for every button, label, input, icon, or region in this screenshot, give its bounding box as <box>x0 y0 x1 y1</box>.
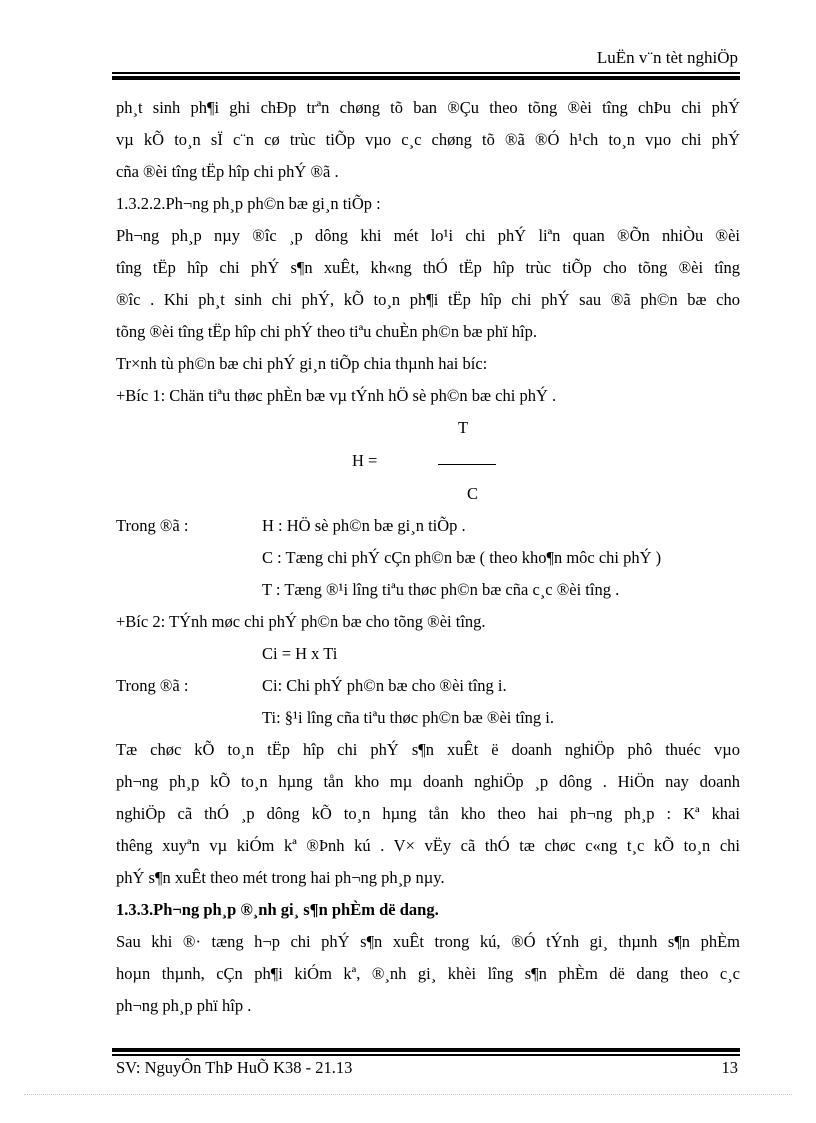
footer-rule-thick <box>112 1048 740 1052</box>
definition-text: H : HÖ sè ph©n bæ gi¸n tiÕp . <box>262 516 466 535</box>
definition-row <box>116 542 740 574</box>
definition-row <box>116 574 740 606</box>
paragraph-line: Ph¬ng ph¸p nµy ®îc ¸p dông khi mét lo¹i chi phÝ liªn quan ®Õn nhiÒu ®èi <box>116 226 740 245</box>
paragraph-line: ®îc . Khi ph¸t sinh chi phÝ, kÕ to¸n ph¶i tËp hîp chi phÝ sau ®ã ph©n bæ cho <box>116 290 740 309</box>
formula-row <box>116 638 740 670</box>
header-title: LuËn v¨n tèt nghiÖp <box>596 48 738 67</box>
allocation-formula <box>116 412 740 510</box>
paragraph-line: phÝ s¶n xuÊt theo mét trong hai ph¬ng ph¸p nµy. <box>116 868 445 887</box>
footer-rule-thin <box>112 1054 740 1056</box>
section-heading-1-3-2-2: 1.3.2.2.Ph¬ng ph¸p ph©n bæ gi¸n tiÕp : <box>116 194 381 213</box>
paragraph-line: cña ®èi tîng tËp hîp chi phÝ ®ã . <box>116 162 339 181</box>
paragraph-line: ph¬ng ph¸p phï hîp . <box>116 996 252 1015</box>
paragraph-line: tõng ®èi tîng tËp hîp chi phÝ theo tiªu chuÈn ph©n bæ phï hîp. <box>116 322 538 341</box>
formula-lhs: H = <box>352 451 378 470</box>
definition-text: C : Tæng chi phÝ cÇn ph©n bæ ( theo kho¶n môc chi phÝ ) <box>262 548 662 567</box>
paragraph-line: ph¸t sinh ph¶i ghi chÐp trªn chøng tõ ban ®Çu theo tõng ®èi tîng chÞu chi phÝ <box>116 98 740 117</box>
definition-row <box>116 670 740 702</box>
formula-ci: Ci = H x Ti <box>262 644 338 663</box>
step-1-line: +Bíc 1: Chän tiªu thøc phÈn bæ vµ tÝnh hÖ sè ph©n bæ chi phÝ . <box>116 386 557 405</box>
page-edge-divider <box>24 1094 792 1095</box>
header-rule-thin <box>112 72 740 74</box>
definition-label: Trong ®ã : <box>116 676 189 695</box>
definition-text: T : Tæng ®¹i lîng tiªu thøc ph©n bæ cña c¸c ®èi tîng . <box>262 580 620 599</box>
formula-denominator: C <box>467 484 479 503</box>
definition-row <box>116 510 740 542</box>
paragraph-line: Sau khi ®· tæng h¬p chi phÝ s¶n xuÊt trong kú, ®Ó tÝnh gi¸ thµnh s¶n phÈm <box>116 932 740 951</box>
definition-row <box>116 702 740 734</box>
definition-text: Ci: Chi phÝ ph©n bæ cho ®èi tîng i. <box>262 676 507 695</box>
page-number: 13 <box>721 1058 738 1077</box>
page-body <box>116 92 740 1022</box>
section-heading-1-3-3: 1.3.3.Ph¬ng ph¸p ®¸nh gi¸ s¶n phÈm dë dang. <box>116 900 439 919</box>
formula-numerator: T <box>458 418 469 437</box>
paragraph-line: thêng xuyªn vµ kiÓm kª ®Þnh kú . V× vËy cã thÓ tæ chøc c«ng t¸c kÕ to¸n chi <box>116 836 740 855</box>
step-2-line: +Bíc 2: TÝnh møc chi phÝ ph©n bæ cho tõng ®èi tîng. <box>116 612 486 631</box>
paragraph-line: ph¬ng ph¸p kÕ to¸n hµng tån kho mµ doanh nghiÖp ¸p dông . HiÖn nay doanh <box>116 772 740 791</box>
paragraph-line: Tæ chøc kÕ to¸n tËp hîp chi phÝ s¶n xuÊt ë doanh nghiÖp phô thuéc vµo <box>116 740 740 759</box>
header-rule-thick <box>112 76 740 80</box>
paragraph-line: Tr×nh tù ph©n bæ chi phÝ gi¸n tiÕp chia thµnh hai bíc: <box>116 354 488 373</box>
paragraph-line: hoµn thµnh, cÇn ph¶i kiÓm kª, ®¸nh gi¸ khèi lîng s¶n phÈm dë dang theo c¸c <box>116 964 740 983</box>
paragraph-line: nghiÖp cã thÓ ¸p dông kÕ to¸n hµng tån kho theo hai ph¬ng ph¸p : Kª khai <box>116 804 740 823</box>
paragraph-line: tîng tËp hîp chi phÝ s¶n xuÊt, kh«ng thÓ tËp hîp trùc tiÕp cho tõng ®èi tîng <box>116 258 740 277</box>
definition-text: Ti: §¹i lîng cña tiªu thøc ph©n bæ ®èi tîng i. <box>262 708 555 727</box>
definition-label: Trong ®ã : <box>116 516 189 535</box>
footer-author: SV: NguyÔn ThÞ HuÕ K38 - 21.13 <box>116 1058 353 1077</box>
fraction-bar <box>438 464 496 465</box>
paragraph-line: vµ kÕ to¸n sÏ c¨n cø trùc tiÕp vµo c¸c chøng tõ ®ã ®Ó h¹ch to¸n vµo chi phÝ <box>116 130 740 149</box>
